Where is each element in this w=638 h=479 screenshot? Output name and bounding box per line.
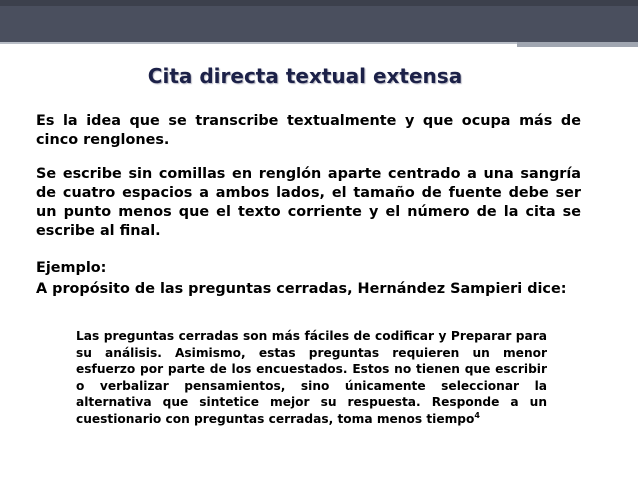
example-label: Ejemplo: [36,260,107,276]
definition-paragraph: Es la idea que se transcribe textualmente y que ocupa más de cinco renglones. [36,113,581,148]
header-bar [0,0,638,42]
quote-text: Las preguntas cerradas son más fáciles de codificar y Preparar para su análisis. Asimismo, estas preguntas requieren un menor esfuerzo por parte de los encuestados. Estos no tienen que escribir o verbalizar pensamientos, sino únicamente seleccionar la alternativa que sintetice mejor su respuesta. Responde a un cuestionario con preguntas cerradas, toma menos tiempo [76,329,547,426]
header-tab-accent [517,42,638,47]
header-accent-strip [0,0,638,6]
quote-footnote-number: 4 [474,410,480,420]
example-intro: A propósito de las preguntas cerradas, Hernández Sampieri dice: [36,281,567,297]
block-quote [76,328,547,428]
slide-title: Cita directa textual extensa [147,64,463,88]
format-paragraph: Se escribe sin comillas en renglón aparte centrado a una sangría de cuatro espacios a ambos lados, el tamaño de fuente debe ser un punto menos que el texto corriente y el número de la cita se escribe al final. [36,166,581,239]
